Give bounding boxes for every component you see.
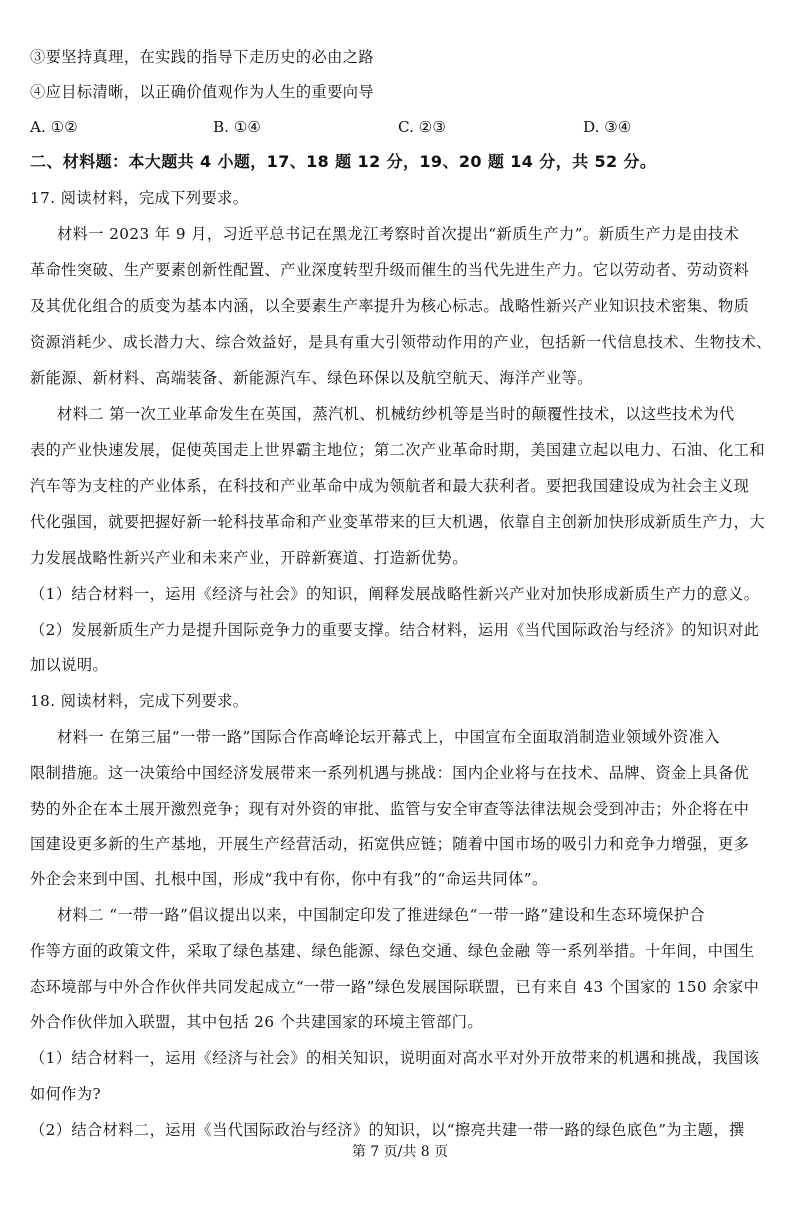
q18-material1-line: 限制措施。这一决策给中国经济发展带来一系列机遇与挑战：国内企业将与在技术、品牌、资金上具备优 [30,764,750,782]
q17-material2-line: 表的产业快速发展，促使英国走上世界霸主地位；第二次产业革命时期，美国建立起以电力、石油、化工和 [30,441,765,459]
page-footer: 第 7 页/共 8 页 [351,1144,449,1160]
q17-material1-line: 新能源、新材料、高端装备、新能源汽车、绿色环保以及航空航天、海洋产业等。 [30,369,593,387]
q18-question-1-line: （1）结合材料一，运用《经济与社会》的相关知识，说明面对高水平对外开放带来的机遇和挑战，我国该 [30,1049,760,1067]
q17-material1-line: 资源消耗少、成长潜力大、综合效益好，是具有重大引领带动作用的产业，包括新一代信息技术、生物技术、 [30,333,772,351]
q18-stem: 18. 阅读材料，完成下列要求。 [30,692,249,710]
section-heading: 二、材料题：本大题共 4 小题，17、18 题 12 分，19、20 题 14 分，共 52 分。 [30,152,657,171]
q18-material2-line: 材料二 “一带一路”倡议提出以来，中国制定印发了推进绿色“一带一路”建设和生态环境保护合 [57,906,705,924]
q18-material1-line: 国建设更多新的生产基地，开展生产经营活动，拓宽供应链；随着中国市场的吸引力和竞争力增强，更多 [30,835,750,853]
q18-material2-line: 作等方面的政策文件，采取了绿色基建、绿色能源、绿色交通、绿色金融 等一系列举措。十年间，中国生 [30,942,755,960]
option-d: D. ③④ [583,118,632,136]
q17-question-2-line: （2）发展新质生产力是提升国际竞争力的重要支撑。结合材料，运用《当代国际政治与经济》的知识对此 [30,621,760,639]
q18-material2-line: 态环境部与中外合作伙伴共同发起成立“一带一路”绿色发展国际联盟，已有来自 43 个国家的 150 余家中 [30,978,760,996]
option-c: C. ②③ [398,118,446,136]
q17-material1-line: 革命性突破、生产要素创新性配置、产业深度转型升级而催生的当代先进生产力。它以劳动者、劳动资料 [30,261,750,279]
q17-material2-line: 代化强国，就要把握好新一轮科技革命和产业变革带来的巨大机遇，依靠自主创新加快形成新质生产力，大 [30,513,765,531]
q18-material1-line: 外企会来到中国、扎根中国，形成“我中有你，你中有我”的“命运共同体”。 [30,870,548,888]
q17-material1-line: 及其优化组合的质变为基本内涵，以全要素生产率提升为核心标志。战略性新兴产业知识技术密集、物质 [30,297,750,315]
q17-stem: 17. 阅读材料，完成下列要求。 [30,189,249,207]
q17-material2-line: 材料二 第一次工业革命发生在英国，蒸汽机、机械纺纱机等是当时的颠覆性技术，以这些技术为代 [57,405,735,423]
q18-question-1-line: 如何作为? [30,1085,102,1103]
choice-statement-4: ④应目标清晰，以正确价值观作为人生的重要向导 [30,83,375,101]
q17-question-1: （1）结合材料一，运用《经济与社会》的知识，阐释发展战略性新兴产业对加快形成新质生产力的意义。 [30,585,760,603]
q17-material2-line: 汽车等为支柱的产业体系，在科技和产业革命中成为领航者和最大获利者。要把我国建设成为社会主义现 [30,477,750,495]
q17-question-2-line: 加以说明。 [30,656,109,674]
choice-statement-3: ③要坚持真理，在实践的指导下走历史的必由之路 [30,48,375,66]
q17-material2-line: 力发展战略性新兴产业和未来产业，开辟新赛道、打造新优势。 [30,549,468,567]
option-b: B. ①④ [213,118,262,136]
q18-material2-line: 外合作伙伴加入联盟，其中包括 26 个共建国家的环境主管部门。 [30,1013,483,1031]
q18-material1-line: 材料一 在第三届“一带一路”国际合作高峰论坛开幕式上，中国宣布全面取消制造业领域外资准入 [57,728,720,746]
q18-material1-line: 势的外企在本土展开激烈竞争；现有对外资的审批、监管与安全审查等法律法规会受到冲击；外企将在中 [30,800,750,818]
q18-question-2: （2）结合材料二，运用《当代国际政治与经济》的知识，以“擦亮共建一带一路的绿色底色”为主题，撰 [30,1121,745,1139]
option-a: A. ①② [30,118,78,136]
q17-material1-line: 材料一 2023 年 9 月，习近平总书记在黑龙江考察时首次提出“新质生产力”。新质生产力是由技术 [57,225,740,243]
